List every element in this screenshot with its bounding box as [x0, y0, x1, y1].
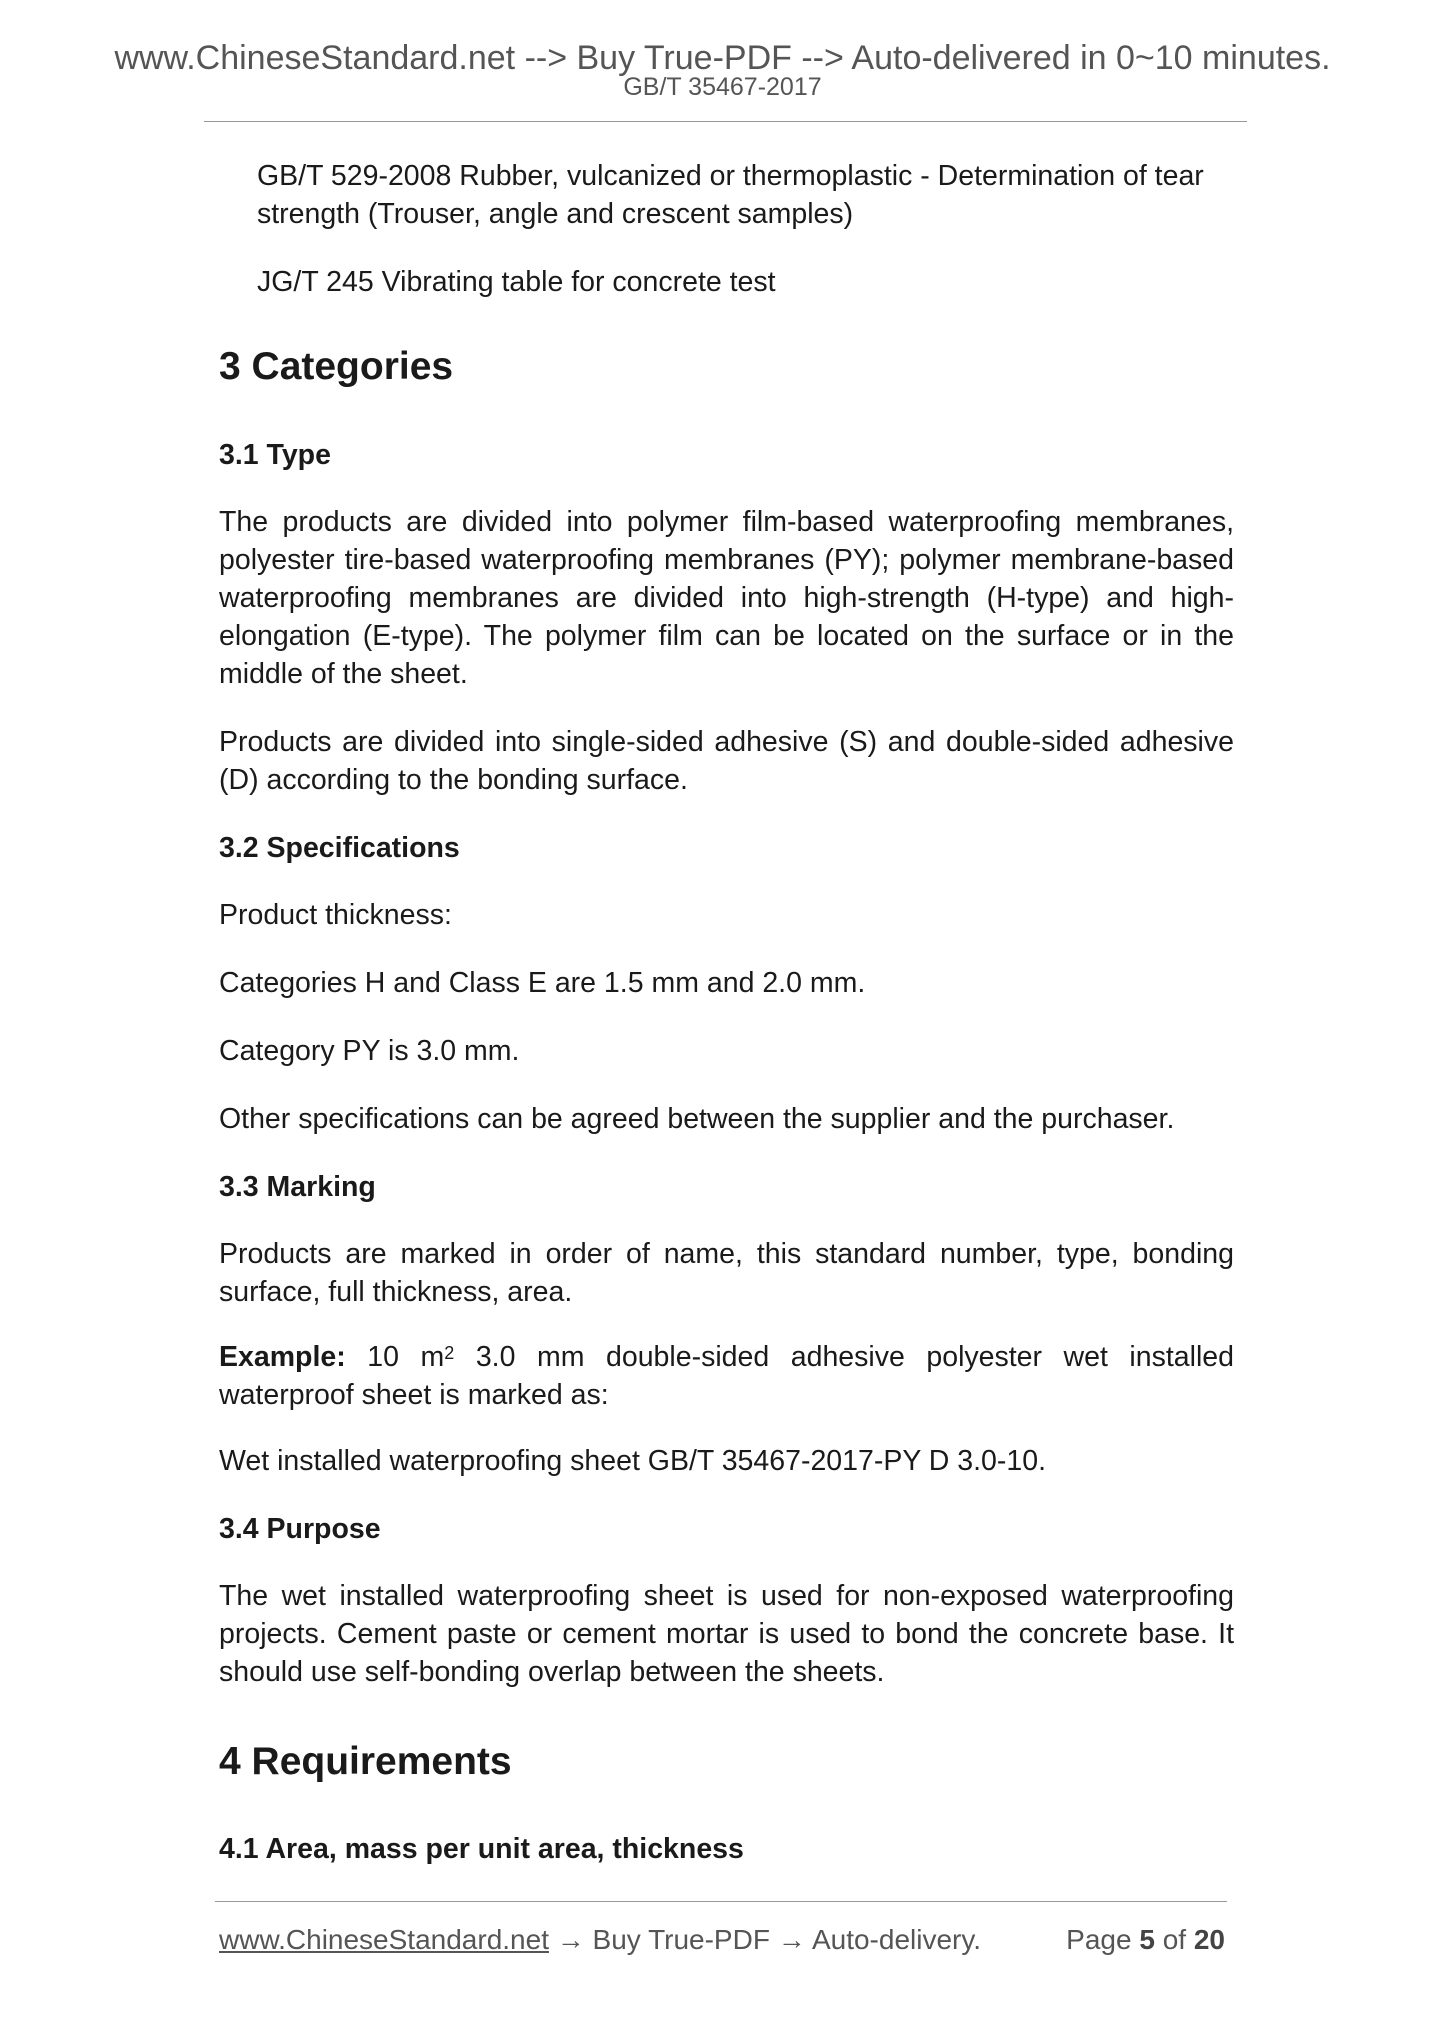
- site-banner: www.ChineseStandard.net --> Buy True-PDF --> Auto-delivered in 0~10 minutes.: [114, 39, 1331, 77]
- page-label: Page: [1066, 1924, 1132, 1955]
- header-divider: [204, 121, 1247, 122]
- footer-divider: [215, 1901, 1227, 1902]
- example-area-exponent: 2: [444, 1343, 455, 1363]
- page-current: 5: [1139, 1924, 1155, 1955]
- section-3-3-paragraph-1: Products are marked in order of name, this standard number, type, bonding surface, full thickness, area.: [219, 1238, 1234, 1308]
- page-total: 20: [1193, 1924, 1225, 1955]
- page-number: [1066, 1920, 1225, 1960]
- section-3-3-paragraph-3: Wet installed waterproofing sheet GB/T 35467-2017-PY D 3.0-10.: [219, 1445, 1046, 1477]
- section-4-heading: 4 Requirements: [219, 1740, 512, 1783]
- footer-delivery-text: Auto-delivery.: [811, 1924, 982, 1955]
- footer-links: [219, 1920, 981, 1960]
- reference-jgt245: JG/T 245 Vibrating table for concrete test: [257, 266, 776, 298]
- page-of-label: of: [1162, 1924, 1187, 1955]
- example-label: Example:: [219, 1341, 346, 1373]
- section-3-1-paragraph-1: The products are divided into polymer film-based waterproofing membranes, polyester tire-based waterproofing membranes (PY); polymer membrane-based waterproofing membranes are divided into high-strength (H-type) and high-elongation (E-type). The polymer film can be located on the surface or in the middle of the sheet.: [219, 506, 1234, 690]
- footer-buy-text: Buy True-PDF: [592, 1924, 770, 1955]
- document-id: GB/T 35467-2017: [623, 73, 822, 101]
- section-3-4-heading: 3.4 Purpose: [219, 1513, 381, 1545]
- section-3-2-paragraph-4: Other specifications can be agreed between the supplier and the purchaser.: [219, 1103, 1175, 1135]
- reference-gbt529: GB/T 529-2008 Rubber, vulcanized or thermoplastic - Determination of tear strength (Trouser, angle and crescent samples): [257, 160, 1204, 230]
- section-3-2-paragraph-3: Category PY is 3.0 mm.: [219, 1035, 520, 1067]
- example-description: 3.0 mm double-sided adhesive polyester wet installed waterproof sheet is marked as:: [219, 1341, 1234, 1411]
- arrow-right-icon: →: [556, 1924, 585, 1955]
- section-4-1-heading: 4.1 Area, mass per unit area, thickness: [219, 1833, 744, 1865]
- section-3-2-paragraph-1: Product thickness:: [219, 899, 452, 931]
- section-3-3-heading: 3.3 Marking: [219, 1171, 376, 1203]
- section-3-2-paragraph-2: Categories H and Class E are 1.5 mm and 2.0 mm.: [219, 967, 866, 999]
- section-3-heading: 3 Categories: [219, 345, 454, 388]
- section-3-1-heading: 3.1 Type: [219, 439, 331, 471]
- arrow-right-icon: →: [777, 1924, 806, 1955]
- section-3-2-heading: 3.2 Specifications: [219, 832, 460, 864]
- example-area: 10 m: [367, 1341, 445, 1373]
- section-3-4-paragraph-1: The wet installed waterproofing sheet is used for non-exposed waterproofing projects. Cement paste or cement mortar is used to bond the concrete base. It should use self-bonding overlap between the sheets.: [219, 1580, 1234, 1688]
- section-3-3-example: [219, 1338, 1234, 1414]
- section-3-1-paragraph-2: Products are divided into single-sided adhesive (S) and double-sided adhesive (D) according to the bonding surface.: [219, 726, 1234, 796]
- page-footer: [219, 1920, 1225, 1960]
- footer-site-link[interactable]: www.ChineseStandard.net: [219, 1924, 549, 1955]
